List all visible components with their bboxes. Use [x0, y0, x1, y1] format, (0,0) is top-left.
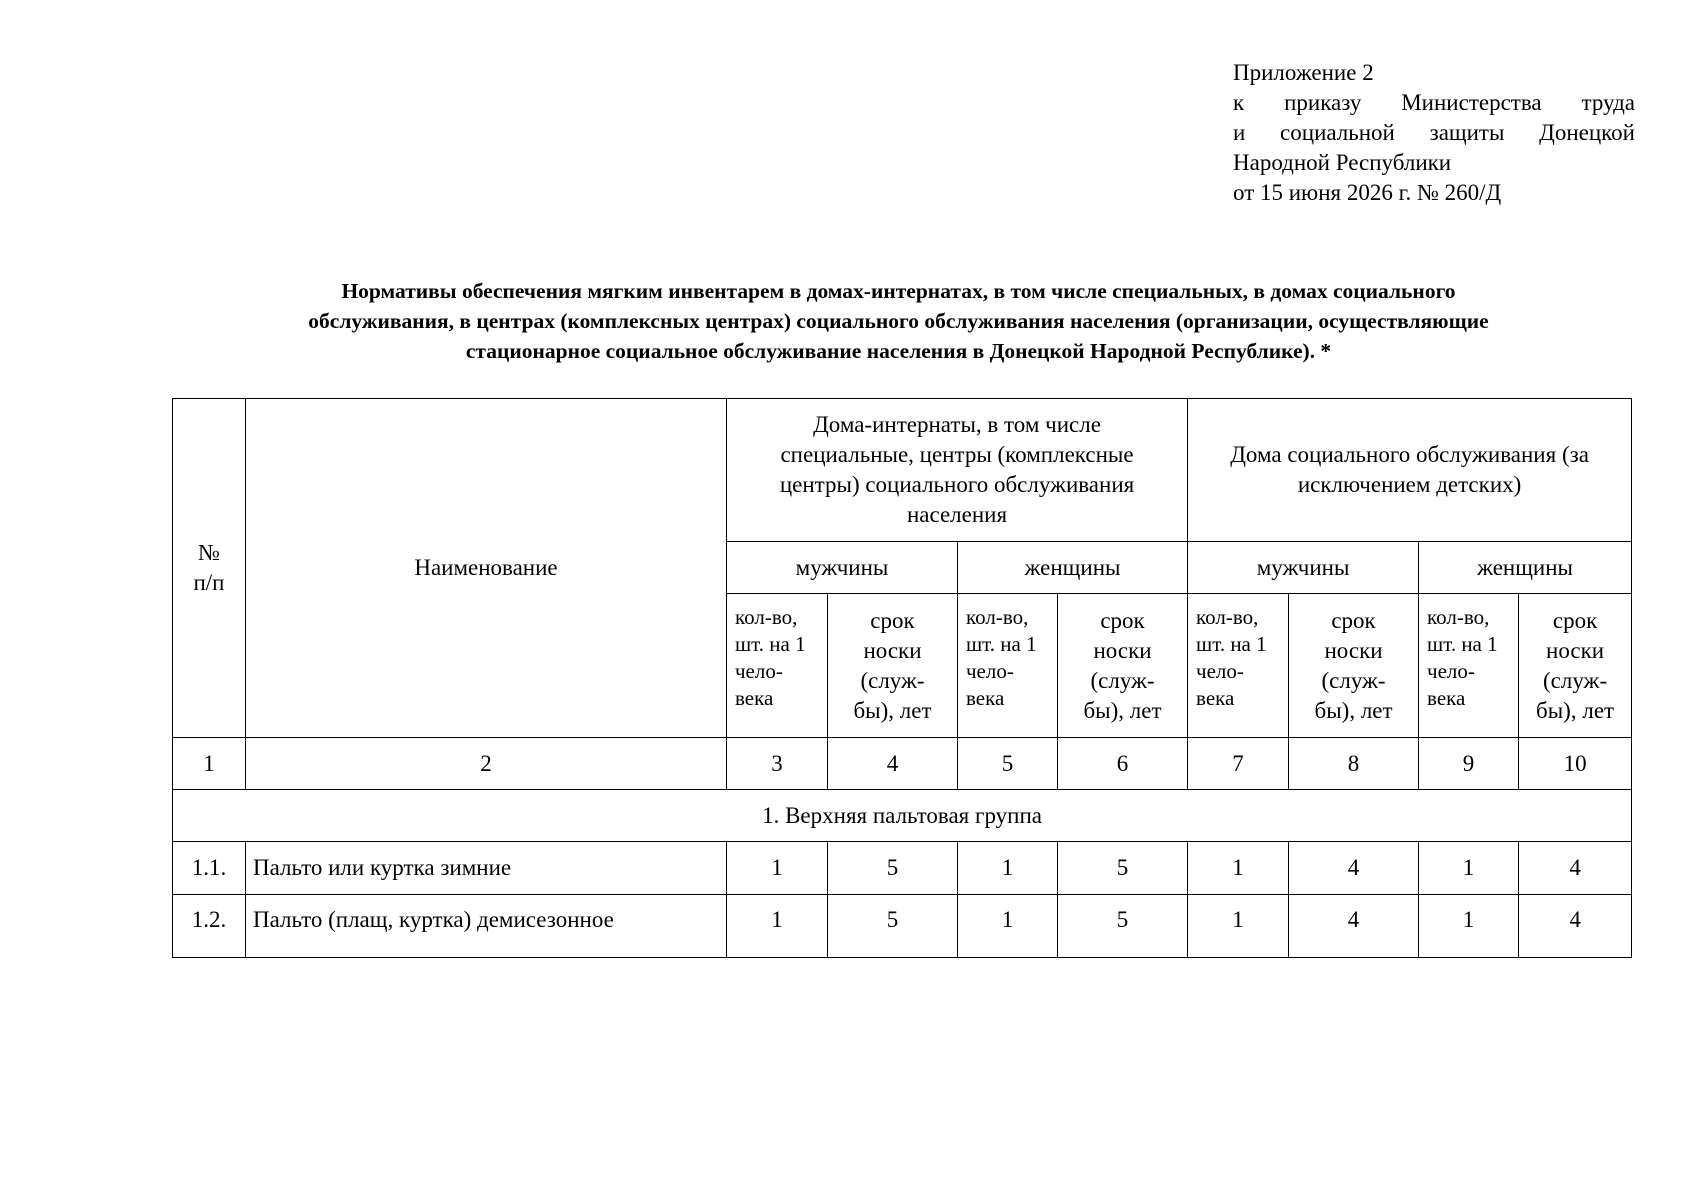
header-quantity-text: чело- [1196, 659, 1244, 683]
header-men: мужчины [1188, 542, 1419, 594]
row-item-name: Пальто (плащ, куртка) демисезонное [246, 895, 727, 958]
header-number-cell [173, 399, 246, 738]
column-number: 5 [958, 738, 1058, 790]
row-value: 1 [1419, 895, 1519, 958]
header-quantity-text: шт. на 1 [1196, 632, 1267, 656]
header-term-text: срок [1100, 608, 1145, 633]
norms-table [172, 398, 1632, 958]
row-value: 5 [828, 895, 958, 958]
title-line: Нормативы обеспечения мягким инвентарем в домах-интернатах, в том числе специальных, в домах социального [341, 279, 1456, 303]
appendix-line: к приказу Министерства труда [1233, 90, 1635, 115]
header-term-text: срок [1552, 608, 1598, 633]
header-term-text: бы), лет [1083, 698, 1162, 723]
header-term-text: (служ- [860, 668, 925, 693]
column-number: 2 [246, 738, 727, 790]
header-number-label: № [198, 540, 220, 565]
row-value: 4 [1519, 895, 1632, 958]
document-title [150, 276, 1647, 366]
header-group-social-homes [1188, 399, 1632, 542]
row-number: 1.2. [173, 895, 246, 958]
row-value: 5 [828, 842, 958, 895]
header-term-text: бы), лет [1536, 698, 1615, 723]
header-term [1058, 594, 1188, 738]
header-term [1519, 594, 1632, 738]
row-value: 1 [958, 895, 1058, 958]
row-value: 4 [1289, 895, 1419, 958]
column-number: 10 [1519, 738, 1632, 790]
header-term-text: носки [863, 638, 922, 663]
column-number: 9 [1419, 738, 1519, 790]
column-number: 4 [828, 738, 958, 790]
header-group-label: Дома социального обслуживания (за исключением детских) [1230, 442, 1589, 497]
column-number: 7 [1188, 738, 1289, 790]
header-women: женщины [1419, 542, 1632, 594]
column-number: 6 [1058, 738, 1188, 790]
appendix-header [1233, 58, 1635, 208]
header-term [828, 594, 958, 738]
header-term-text: бы), лет [853, 698, 932, 723]
row-value: 1 [1419, 842, 1519, 895]
header-term-text: носки [1093, 638, 1152, 663]
header-term-text: (служ- [1321, 668, 1386, 693]
header-quantity-text: кол-во, [1196, 605, 1259, 629]
header-quantity-text: чело- [1427, 659, 1475, 683]
header-quantity-text: шт. на 1 [1427, 632, 1498, 656]
column-number-row [173, 738, 1632, 790]
row-item-name: Пальто или куртка зимние [246, 842, 727, 895]
header-term-text: (служ- [1543, 668, 1608, 693]
header-quantity-text: чело- [966, 659, 1014, 683]
header-quantity-text: шт. на 1 [735, 632, 806, 656]
header-quantity-text: века [966, 686, 1005, 710]
appendix-line: от 15 июня 2026 г. № 260/Д [1233, 180, 1502, 205]
header-term [1289, 594, 1419, 738]
header-quantity-text: века [735, 686, 774, 710]
header-quantity [1188, 594, 1289, 738]
title-line: стационарное социальное обслуживание населения в Донецкой Народной Республике). * [465, 339, 1332, 363]
row-number: 1.1. [173, 842, 246, 895]
row-value: 4 [1519, 842, 1632, 895]
header-term-text: (служ- [1090, 668, 1155, 693]
header-quantity-text: века [1196, 686, 1235, 710]
header-term-text: носки [1546, 638, 1605, 663]
appendix-line: и социальной защиты Донецкой [1233, 120, 1635, 145]
column-number: 8 [1289, 738, 1419, 790]
header-quantity-text: кол-во, [1427, 605, 1490, 629]
section-row [173, 790, 1632, 842]
row-value: 1 [727, 895, 828, 958]
header-women: женщины [958, 542, 1188, 594]
header-group-internats [727, 399, 1188, 542]
row-value: 1 [958, 842, 1058, 895]
header-group-label: Дома-интернаты, в том числе специальные, центры (комплексные центры) социального обслуживания населения [779, 412, 1135, 527]
row-value: 1 [727, 842, 828, 895]
header-quantity [958, 594, 1058, 738]
header-term-text: носки [1324, 638, 1383, 663]
table-row [173, 842, 1632, 895]
header-men: мужчины [727, 542, 958, 594]
header-quantity [1419, 594, 1519, 738]
row-value: 5 [1058, 842, 1188, 895]
table-row [173, 895, 1632, 958]
row-value: 1 [1188, 895, 1289, 958]
appendix-line: Народной Республики [1233, 150, 1452, 175]
section-title: 1. Верхняя пальтовая группа [173, 790, 1632, 842]
header-quantity-text: века [1427, 686, 1466, 710]
header-term-text: срок [1331, 608, 1376, 633]
row-value: 4 [1289, 842, 1419, 895]
header-quantity-text: кол-во, [735, 605, 798, 629]
header-term-text: бы), лет [1314, 698, 1393, 723]
row-value: 1 [1188, 842, 1289, 895]
header-name-label: Наименование [414, 555, 558, 580]
header-number-label: п/п [193, 570, 225, 595]
column-number: 3 [727, 738, 828, 790]
header-quantity [727, 594, 828, 738]
header-quantity-text: кол-во, [966, 605, 1029, 629]
header-term-text: срок [870, 608, 915, 633]
title-line: обслуживания, в центрах (комплексных центрах) социального обслуживания населения (организации, осуществляющие [308, 309, 1489, 333]
header-name-cell [246, 399, 727, 738]
header-quantity-text: чело- [735, 659, 783, 683]
row-value: 5 [1058, 895, 1188, 958]
header-quantity-text: шт. на 1 [966, 632, 1037, 656]
column-number: 1 [173, 738, 246, 790]
appendix-line: Приложение 2 [1233, 60, 1374, 85]
